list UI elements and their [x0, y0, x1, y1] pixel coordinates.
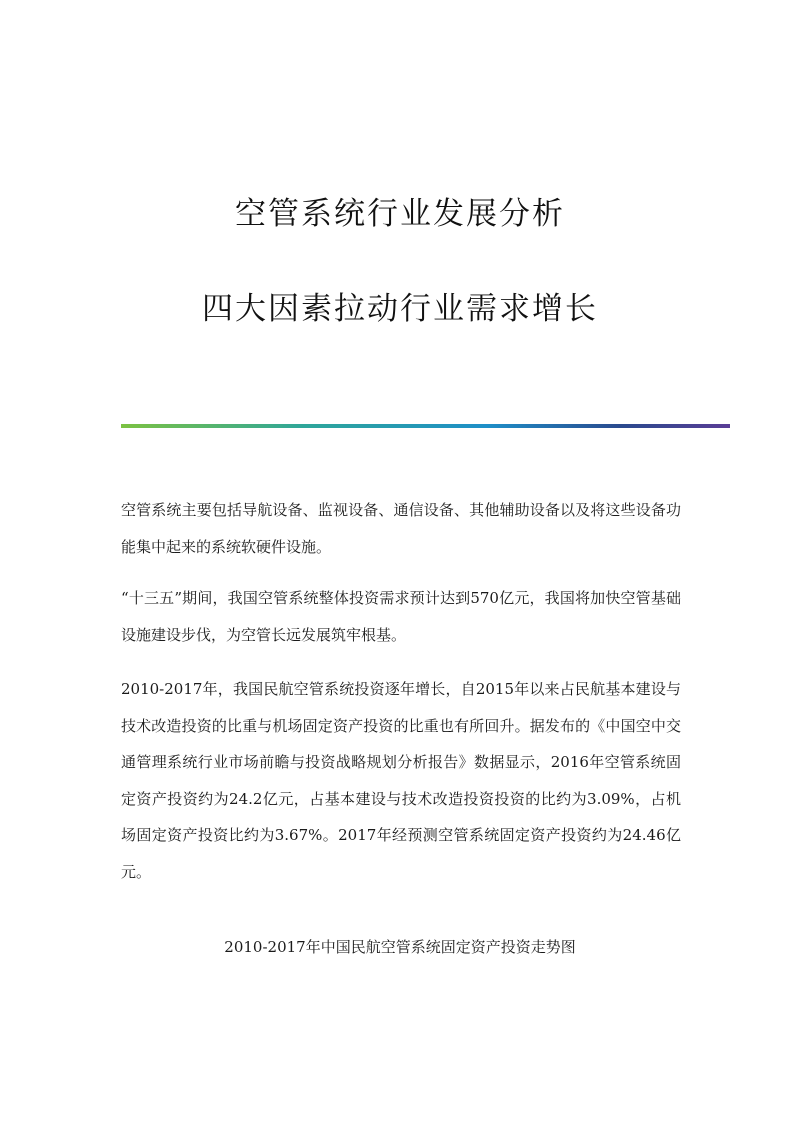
- paragraph-1: 空管系统主要包括导航设备、监视设备、通信设备、其他辅助设备以及将这些设备功能集中起来的系统软硬件设施。: [121, 501, 681, 556]
- gradient-divider: [121, 424, 730, 428]
- figure-caption: 2010-2017年中国民航空管系统固定资产投资走势图: [224, 938, 576, 956]
- paragraph-2: “十三五”期间，我国空管系统整体投资需求预计达到570亿元，我国将加快空管基础设施建设步伐，为空管长远发展筑牢根基。: [121, 589, 681, 644]
- document-title: 空管系统行业发展分析: [235, 196, 565, 232]
- document-subtitle: 四大因素拉动行业需求增长: [202, 291, 598, 327]
- paragraph-3: 2010-2017年，我国民航空管系统投资逐年增长，自2015年以来占民航基本建设与技术改造投资的比重与机场固定资产投资的比重也有所回升。据发布的《中国空中交通管理系统行业市场前瞻与投资战略规划分析报告》数据显示，2016年空管系统固定资产投资约为24.2亿元，占基本建设与技术改造投资投资的比约为3.09%，占机场固定资产投资比约为3.67%。2017年经预测空管系统固定资产投资约为24.46亿元。: [121, 680, 681, 881]
